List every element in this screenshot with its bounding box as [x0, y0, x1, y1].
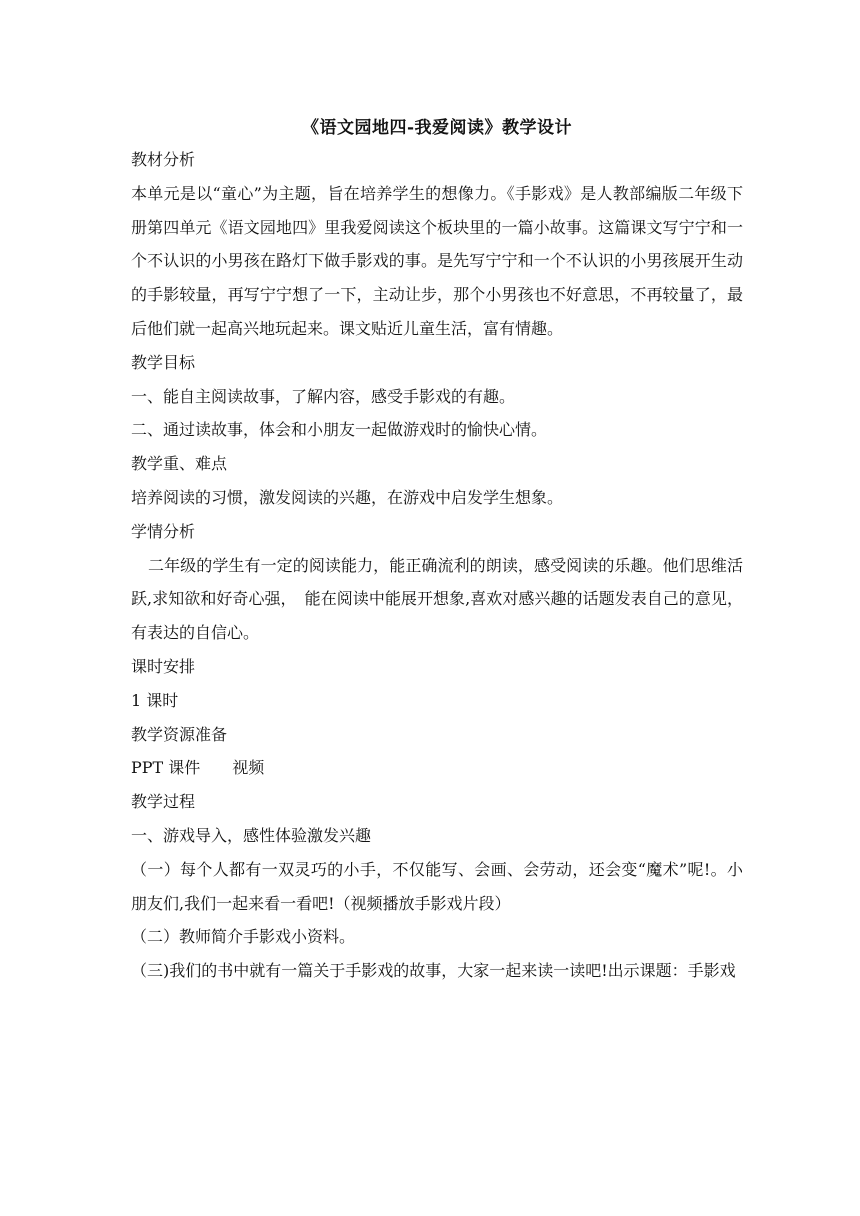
resources-text: PPT 课件 视频 — [131, 758, 265, 778]
process-heading: 教学过程 — [131, 792, 196, 812]
resources-heading: 教学资源准备 — [131, 724, 228, 744]
process-sub-1: （一）每个人都有一双灵巧的小手，不仅能写、会画、会劳动，还会变“魔术”呢!。小朋友们,我们一起来看一看吧!（视频播放手影戏片段） — [131, 859, 743, 913]
schedule-heading: 课时安排 — [131, 656, 196, 676]
schedule-text: 1 课时 — [131, 690, 179, 710]
process-sub-2: （二）教师简介手影戏小资料。 — [131, 927, 356, 947]
student-analysis-paragraph: 二年级的学生有一定的阅读能力，能正确流利的朗读，感受阅读的乐趣。他们思维活跃,求知欲和好奇心强， 能在阅读中能展开想象,喜欢对感兴趣的话题发表自己的意见，有表达的自信心。 — [131, 555, 743, 643]
document-page — [131, 113, 743, 988]
key-points-text: 培养阅读的习惯，激发阅读的兴趣，在游戏中启发学生想象。 — [131, 487, 564, 507]
goal-item-1: 一、能自主阅读故事，了解内容，感受手影戏的有趣。 — [131, 386, 516, 406]
key-points-heading: 教学重、难点 — [131, 454, 228, 474]
process-sub-3: （三)我们的书中就有一篇关于手影戏的故事，大家一起来读一读吧!出示课题：手影戏 — [131, 961, 736, 981]
document-title: 《语文园地四-我爱阅读》教学设计 — [301, 118, 573, 138]
analysis-heading: 教材分析 — [131, 150, 196, 169]
process-step-1: 一、游戏导入，感性体验激发兴趣 — [131, 825, 372, 845]
goal-item-2: 二、通过读故事，体会和小朋友一起做游戏时的愉快心情。 — [131, 420, 548, 440]
student-analysis-heading: 学情分析 — [131, 521, 196, 541]
analysis-paragraph: 本单元是以“童心”为主题，旨在培养学生的想像力。《手影戏》是人教部编版二年级下册第四单元《语文园地四》里我爱阅读这个板块里的一篇小故事。这篇课文写宁宁和一个不认识的小男孩在路灯下做手影戏的事。是先写宁宁和一个不认识的小男孩展开生动的手影较量，再写宁宁想了一下，主动让步，那个小男孩也不好意思，不再较量了，最后他们就一起高兴地玩起来。课文贴近儿童生活，富有情趣。 — [131, 183, 743, 338]
goals-heading: 教学目标 — [131, 352, 196, 372]
